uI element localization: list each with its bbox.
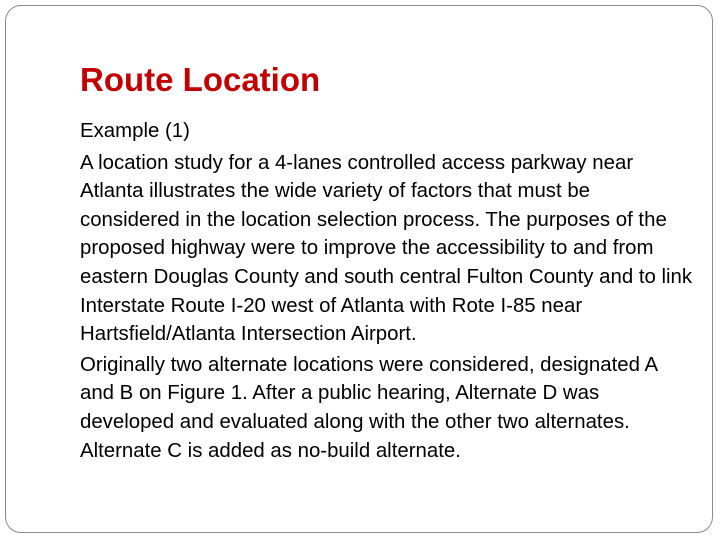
slide-title: Route Location: [80, 61, 321, 98]
paragraph-location-study: A location study for a 4-lanes controlled access parkway near Atlanta illustrates the wide variety of factors that must be considered in the location selection process. The purposes of the proposed highway were to improve the accessibility to and from eastern Douglas County and south central Fulton County and to link Interstate Route I-20 west of Atlanta with Rote I-85 near Hartsfield/Atlanta Intersection Airport.: [80, 151, 693, 346]
slide-body: [80, 117, 695, 467]
example-subheading: Example (1): [80, 120, 190, 142]
paragraph-alternates: Originally two alternate locations were considered, designated A and B on Figure 1. After a public hearing, Alternate D was developed and evaluated along with the other two alternates. Alternate C is added as no-build alternate.: [80, 353, 657, 462]
